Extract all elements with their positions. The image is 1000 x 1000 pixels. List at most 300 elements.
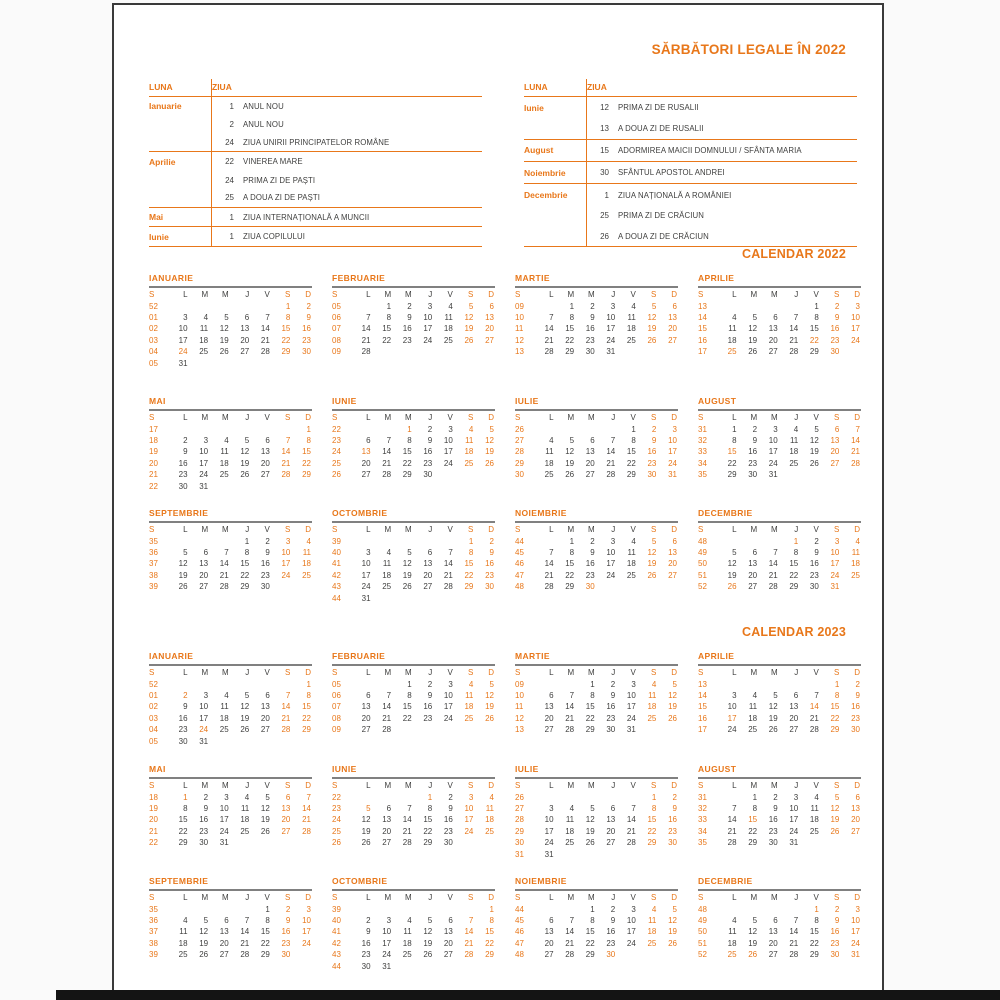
week-number: 01 (149, 690, 158, 700)
day-cell: 2 (834, 904, 840, 914)
week-number: 16 (698, 713, 707, 723)
day-cell: 14 (402, 815, 412, 825)
week-number: 22 (149, 481, 158, 491)
day-cell: 31 (178, 358, 188, 368)
week-number: 01 (149, 312, 158, 322)
day-cell: 25 (727, 347, 737, 357)
day-cell: 3 (793, 792, 799, 802)
day-cell: 29 (302, 725, 311, 735)
holiday-day-cell: 1 (212, 227, 242, 247)
day-cell (637, 346, 658, 357)
week-number: 21 (149, 826, 158, 836)
day-cell: 4 (651, 904, 657, 914)
day-cell: 11 (382, 559, 392, 569)
day-cell: 13 (544, 702, 554, 712)
day-cell (250, 480, 271, 491)
day-cell: 21 (443, 570, 453, 580)
day-cell: 12 (219, 324, 229, 334)
month-martie (515, 273, 678, 396)
week-number: 12 (515, 335, 524, 345)
day-cell (474, 960, 495, 971)
week-number: 39 (149, 950, 158, 960)
month-martie (515, 651, 678, 764)
week-number: 23 (332, 803, 341, 813)
week-row (698, 791, 861, 802)
weekday-header: M (750, 668, 758, 678)
day-cell: 26 (809, 458, 819, 468)
week-row (515, 469, 678, 480)
week-number: 09 (332, 347, 341, 357)
day-cell: 22 (281, 335, 291, 345)
weekday-header: V (813, 413, 819, 423)
day-cell (738, 535, 759, 546)
weekday-header: J (611, 668, 616, 678)
day-cell: 9 (590, 312, 595, 322)
calendar-year-title: CALENDAR 2022 (741, 247, 846, 261)
day-cell: 9 (427, 690, 433, 700)
weekday-header: M (222, 290, 229, 300)
day-cell: 10 (830, 547, 840, 557)
week-row (698, 701, 861, 712)
day-cell: 23 (302, 335, 311, 345)
weekday-header-row (698, 289, 861, 300)
weekday-header: M (384, 668, 392, 678)
day-cell: 29 (240, 582, 250, 592)
day-cell: 31 (361, 593, 371, 603)
month-name: IULIE (515, 764, 539, 774)
day-cell: 16 (606, 702, 616, 712)
week-number: 40 (332, 547, 341, 557)
day-cell: 6 (672, 301, 677, 311)
day-cell: 13 (240, 324, 250, 334)
day-cell: 18 (178, 938, 188, 948)
day-cell: 31 (199, 736, 209, 746)
day-cell: 28 (544, 582, 554, 592)
day-cell: 16 (361, 938, 371, 948)
weekday-header: S (834, 525, 840, 535)
day-cell: 18 (626, 559, 636, 569)
day-cell (372, 791, 393, 802)
month-grid-table (149, 892, 312, 960)
week-row (698, 926, 861, 937)
weekday-header: J (245, 668, 250, 678)
weekday-header: V (447, 668, 453, 678)
week-row (698, 826, 861, 837)
day-cell: 3 (855, 301, 860, 311)
day-cell: 29 (585, 725, 595, 735)
holiday-row (524, 118, 857, 139)
day-cell: 28 (606, 470, 616, 480)
week-row (332, 926, 495, 937)
day-cell: 12 (647, 312, 657, 322)
weekday-header: V (630, 781, 636, 791)
day-cell (657, 346, 678, 357)
day-cell: 20 (789, 713, 799, 723)
day-cell: 3 (285, 536, 291, 546)
day-cell: 25 (219, 725, 229, 735)
week-number: 11 (515, 324, 524, 334)
day-cell (799, 837, 820, 848)
day-cell: 25 (626, 570, 636, 580)
week-number: 39 (332, 904, 341, 914)
week-number: 26 (515, 792, 524, 802)
month-grid-table (149, 780, 312, 848)
day-cell: 26 (240, 470, 250, 480)
day-cell: 5 (265, 792, 270, 802)
day-cell: 10 (281, 547, 291, 557)
weekday-header: J (428, 781, 433, 791)
weekday-header: L (183, 781, 188, 791)
month-ianuarie (149, 651, 312, 764)
week-row (332, 837, 495, 848)
week-row (332, 547, 495, 558)
day-cell: 11 (810, 803, 819, 813)
holiday-row (149, 189, 482, 207)
day-cell: 21 (281, 458, 291, 468)
weekday-header: J (245, 781, 250, 791)
week-row (698, 469, 861, 480)
day-cell: 11 (728, 927, 737, 937)
day-cell: 14 (361, 324, 371, 334)
day-cell: 7 (285, 690, 291, 700)
day-cell: 1 (183, 792, 188, 802)
day-cell (758, 300, 779, 311)
day-cell: 7 (244, 915, 250, 925)
week-number: 43 (332, 950, 341, 960)
weekday-header: S (285, 668, 291, 678)
day-cell: 2 (834, 301, 840, 311)
day-cell: 28 (281, 470, 291, 480)
week-number: 26 (515, 424, 524, 434)
day-cell: 12 (240, 447, 250, 457)
week-number: 02 (149, 324, 158, 334)
day-cell: 31 (851, 950, 860, 960)
day-cell (392, 960, 413, 971)
weekday-header: L (549, 668, 554, 678)
day-cell: 13 (585, 447, 595, 457)
holiday-row (149, 171, 482, 189)
weekday-header: D (671, 781, 677, 791)
day-cell: 14 (544, 324, 554, 334)
day-cell: 2 (183, 690, 188, 700)
day-cell: 4 (448, 301, 453, 311)
week-row (515, 938, 678, 949)
day-cell: 3 (732, 690, 737, 700)
day-cell (392, 535, 413, 546)
day-cell: 26 (423, 950, 433, 960)
holiday-month-cell (149, 171, 212, 189)
day-cell: 7 (793, 312, 799, 322)
weekday-header: J (611, 525, 616, 535)
day-cell: 4 (244, 792, 250, 802)
week-row (149, 791, 312, 802)
day-cell: 4 (732, 312, 737, 322)
day-cell: 27 (485, 335, 494, 345)
day-cell: 17 (789, 815, 799, 825)
holiday-month-cell (149, 134, 212, 152)
day-cell (271, 837, 292, 848)
day-cell: 30 (851, 725, 860, 735)
day-cell: 2 (489, 536, 494, 546)
day-cell: 8 (732, 435, 737, 445)
month-name: IUNIE (332, 764, 357, 774)
day-cell: 20 (830, 447, 840, 457)
week-row (698, 547, 861, 558)
week-number: 52 (698, 950, 707, 960)
day-cell: 12 (199, 927, 209, 937)
weekday-header: M (222, 413, 229, 423)
month-noiembrie (515, 508, 678, 604)
day-cell: 11 (199, 324, 209, 334)
day-cell: 18 (219, 713, 229, 723)
day-cell: 13 (668, 312, 677, 322)
week-number: 32 (698, 435, 707, 445)
day-cell: 13 (789, 702, 799, 712)
day-cell: 5 (672, 679, 677, 689)
day-cell: 19 (402, 570, 412, 580)
calendar-2022-section (149, 247, 861, 604)
day-cell: 23 (585, 335, 595, 345)
week-col-header: S (149, 290, 155, 300)
day-cell: 9 (834, 312, 840, 322)
weekday-header: S (651, 781, 657, 791)
day-cell: 30 (830, 950, 840, 960)
day-cell: 13 (219, 927, 229, 937)
day-cell: 13 (668, 547, 677, 557)
day-cell: 6 (549, 915, 554, 925)
weekday-header: S (651, 413, 657, 423)
day-cell: 9 (407, 312, 412, 322)
day-cell: 6 (672, 536, 677, 546)
day-cell: 7 (366, 312, 371, 322)
weekday-header-row (515, 412, 678, 423)
day-cell: 16 (199, 815, 209, 825)
week-col-header: S (332, 413, 338, 423)
weekday-header: V (630, 668, 636, 678)
week-row (515, 535, 678, 546)
day-cell: 24 (606, 335, 616, 345)
day-cell (717, 791, 738, 802)
weekday-header-row (332, 412, 495, 423)
day-cell: 28 (851, 458, 860, 468)
day-cell (413, 592, 434, 603)
week-number: 48 (698, 904, 707, 914)
weekday-header-row (515, 892, 678, 903)
day-cell: 17 (830, 559, 840, 569)
day-cell: 23 (281, 938, 291, 948)
day-cell: 14 (727, 815, 737, 825)
week-row (332, 690, 495, 701)
month-septembrie (149, 876, 312, 972)
month-august (698, 396, 861, 508)
week-number: 05 (149, 736, 158, 746)
holiday-name-cell: PRIMA ZI DE PAȘTI (243, 175, 316, 185)
weekday-header: M (201, 413, 209, 423)
day-cell: 29 (830, 725, 840, 735)
day-cell: 30 (585, 582, 595, 592)
day-cell: 1 (814, 301, 819, 311)
day-cell: 23 (647, 458, 657, 468)
day-cell: 20 (585, 458, 595, 468)
week-number: 41 (332, 559, 341, 569)
weekday-header-row (149, 412, 312, 423)
week-number: 04 (149, 347, 158, 357)
day-cell: 15 (402, 702, 412, 712)
day-cell: 6 (244, 312, 250, 322)
day-cell: 10 (768, 435, 778, 445)
day-cell: 27 (361, 725, 371, 735)
week-row (698, 558, 861, 569)
weekday-header: L (366, 781, 371, 791)
day-cell: 25 (443, 335, 453, 345)
week-number: 24 (332, 447, 341, 457)
day-cell: 15 (626, 447, 636, 457)
day-cell: 15 (789, 559, 799, 569)
day-cell: 17 (544, 826, 554, 836)
day-cell: 2 (366, 915, 371, 925)
day-cell: 24 (423, 335, 433, 345)
day-cell: 7 (631, 803, 636, 813)
day-cell: 5 (489, 679, 494, 689)
day-cell: 10 (219, 803, 229, 813)
day-cell: 25 (402, 950, 412, 960)
day-cell: 5 (224, 312, 229, 322)
weekday-header-row (332, 289, 495, 300)
day-cell: 5 (672, 904, 677, 914)
day-cell: 12 (748, 927, 758, 937)
day-cell: 7 (306, 792, 311, 802)
weekday-header: J (428, 290, 433, 300)
day-cell: 10 (789, 803, 799, 813)
month-name: FEBRUARIE (332, 651, 386, 661)
month-underline (515, 777, 678, 779)
day-cell: 26 (768, 725, 778, 735)
day-cell: 25 (647, 938, 657, 948)
day-cell: 24 (302, 938, 311, 948)
day-cell: 4 (489, 792, 494, 802)
day-cell (534, 678, 555, 689)
day-cell: 26 (485, 713, 494, 723)
day-cell: 18 (219, 458, 229, 468)
day-cell: 10 (178, 324, 188, 334)
week-number: 31 (698, 424, 707, 434)
week-row (149, 547, 312, 558)
day-cell (433, 903, 454, 914)
weekday-header: M (771, 668, 778, 678)
day-cell: 12 (768, 702, 778, 712)
column-header-luna: LUNA (524, 79, 587, 97)
weekday-header: D (305, 525, 311, 535)
day-cell: 7 (569, 690, 575, 700)
day-cell: 14 (851, 435, 860, 445)
day-cell: 9 (590, 547, 595, 557)
day-cell: 8 (631, 435, 636, 445)
day-cell: 5 (773, 690, 778, 700)
week-row (149, 535, 312, 546)
week-row (149, 949, 312, 960)
day-cell: 12 (361, 815, 371, 825)
day-cell: 26 (565, 470, 575, 480)
day-cell: 16 (851, 702, 860, 712)
week-number: 49 (698, 547, 707, 557)
weekday-header-row (332, 524, 495, 535)
day-cell: 5 (244, 690, 250, 700)
day-cell: 7 (549, 312, 554, 322)
day-cell: 9 (489, 547, 494, 557)
day-cell: 4 (814, 792, 819, 802)
day-cell: 3 (549, 803, 554, 813)
day-cell (392, 592, 413, 603)
day-cell: 28 (443, 582, 453, 592)
day-cell: 9 (610, 690, 616, 700)
weekday-header: L (366, 290, 371, 300)
day-cell: 22 (402, 713, 412, 723)
weekday-header: V (813, 668, 819, 678)
week-row (149, 678, 312, 689)
weekday-header: V (447, 413, 453, 423)
holiday-month-cell (524, 226, 587, 247)
day-cell: 20 (443, 938, 453, 948)
day-cell: 8 (386, 312, 392, 322)
day-cell: 12 (668, 915, 677, 925)
day-cell: 11 (565, 815, 575, 825)
day-cell: 26 (260, 826, 270, 836)
weekday-header: V (447, 290, 453, 300)
week-number: 36 (149, 547, 158, 557)
week-number: 08 (332, 335, 341, 345)
day-cell: 11 (545, 447, 554, 457)
week-row (332, 724, 495, 735)
day-cell: 8 (265, 915, 270, 925)
holiday-name-cell: ZIUA NAȚIONALĂ A ROMÂNIEI (616, 184, 857, 206)
weekday-header: D (671, 668, 677, 678)
day-cell: 6 (265, 690, 270, 700)
day-cell (657, 848, 678, 859)
holiday-header-row (524, 79, 857, 97)
day-cell: 13 (423, 559, 433, 569)
week-number: 28 (515, 447, 524, 457)
day-cell: 20 (668, 324, 677, 334)
weekday-header: V (447, 525, 453, 535)
day-cell: 14 (219, 559, 229, 569)
day-cell: 8 (834, 690, 840, 700)
day-cell: 6 (590, 435, 595, 445)
day-cell (372, 535, 393, 546)
day-cell: 1 (569, 536, 575, 546)
week-row (515, 826, 678, 837)
holiday-row (524, 162, 857, 184)
day-cell: 15 (830, 702, 840, 712)
day-cell: 2 (285, 904, 291, 914)
week-row (515, 423, 678, 434)
weekday-header: S (468, 781, 474, 791)
day-cell: 5 (752, 915, 758, 925)
week-row (332, 581, 495, 592)
day-cell (575, 848, 596, 859)
day-cell: 21 (727, 826, 737, 836)
day-cell (250, 423, 271, 434)
holiday-row (524, 206, 857, 226)
day-cell: 6 (773, 312, 778, 322)
week-row (332, 814, 495, 825)
day-cell: 3 (224, 792, 229, 802)
week-number: 04 (149, 725, 158, 735)
day-cell: 4 (224, 690, 229, 700)
day-cell: 16 (830, 927, 840, 937)
day-cell: 4 (855, 536, 860, 546)
day-cell (271, 423, 292, 434)
day-cell (433, 592, 454, 603)
